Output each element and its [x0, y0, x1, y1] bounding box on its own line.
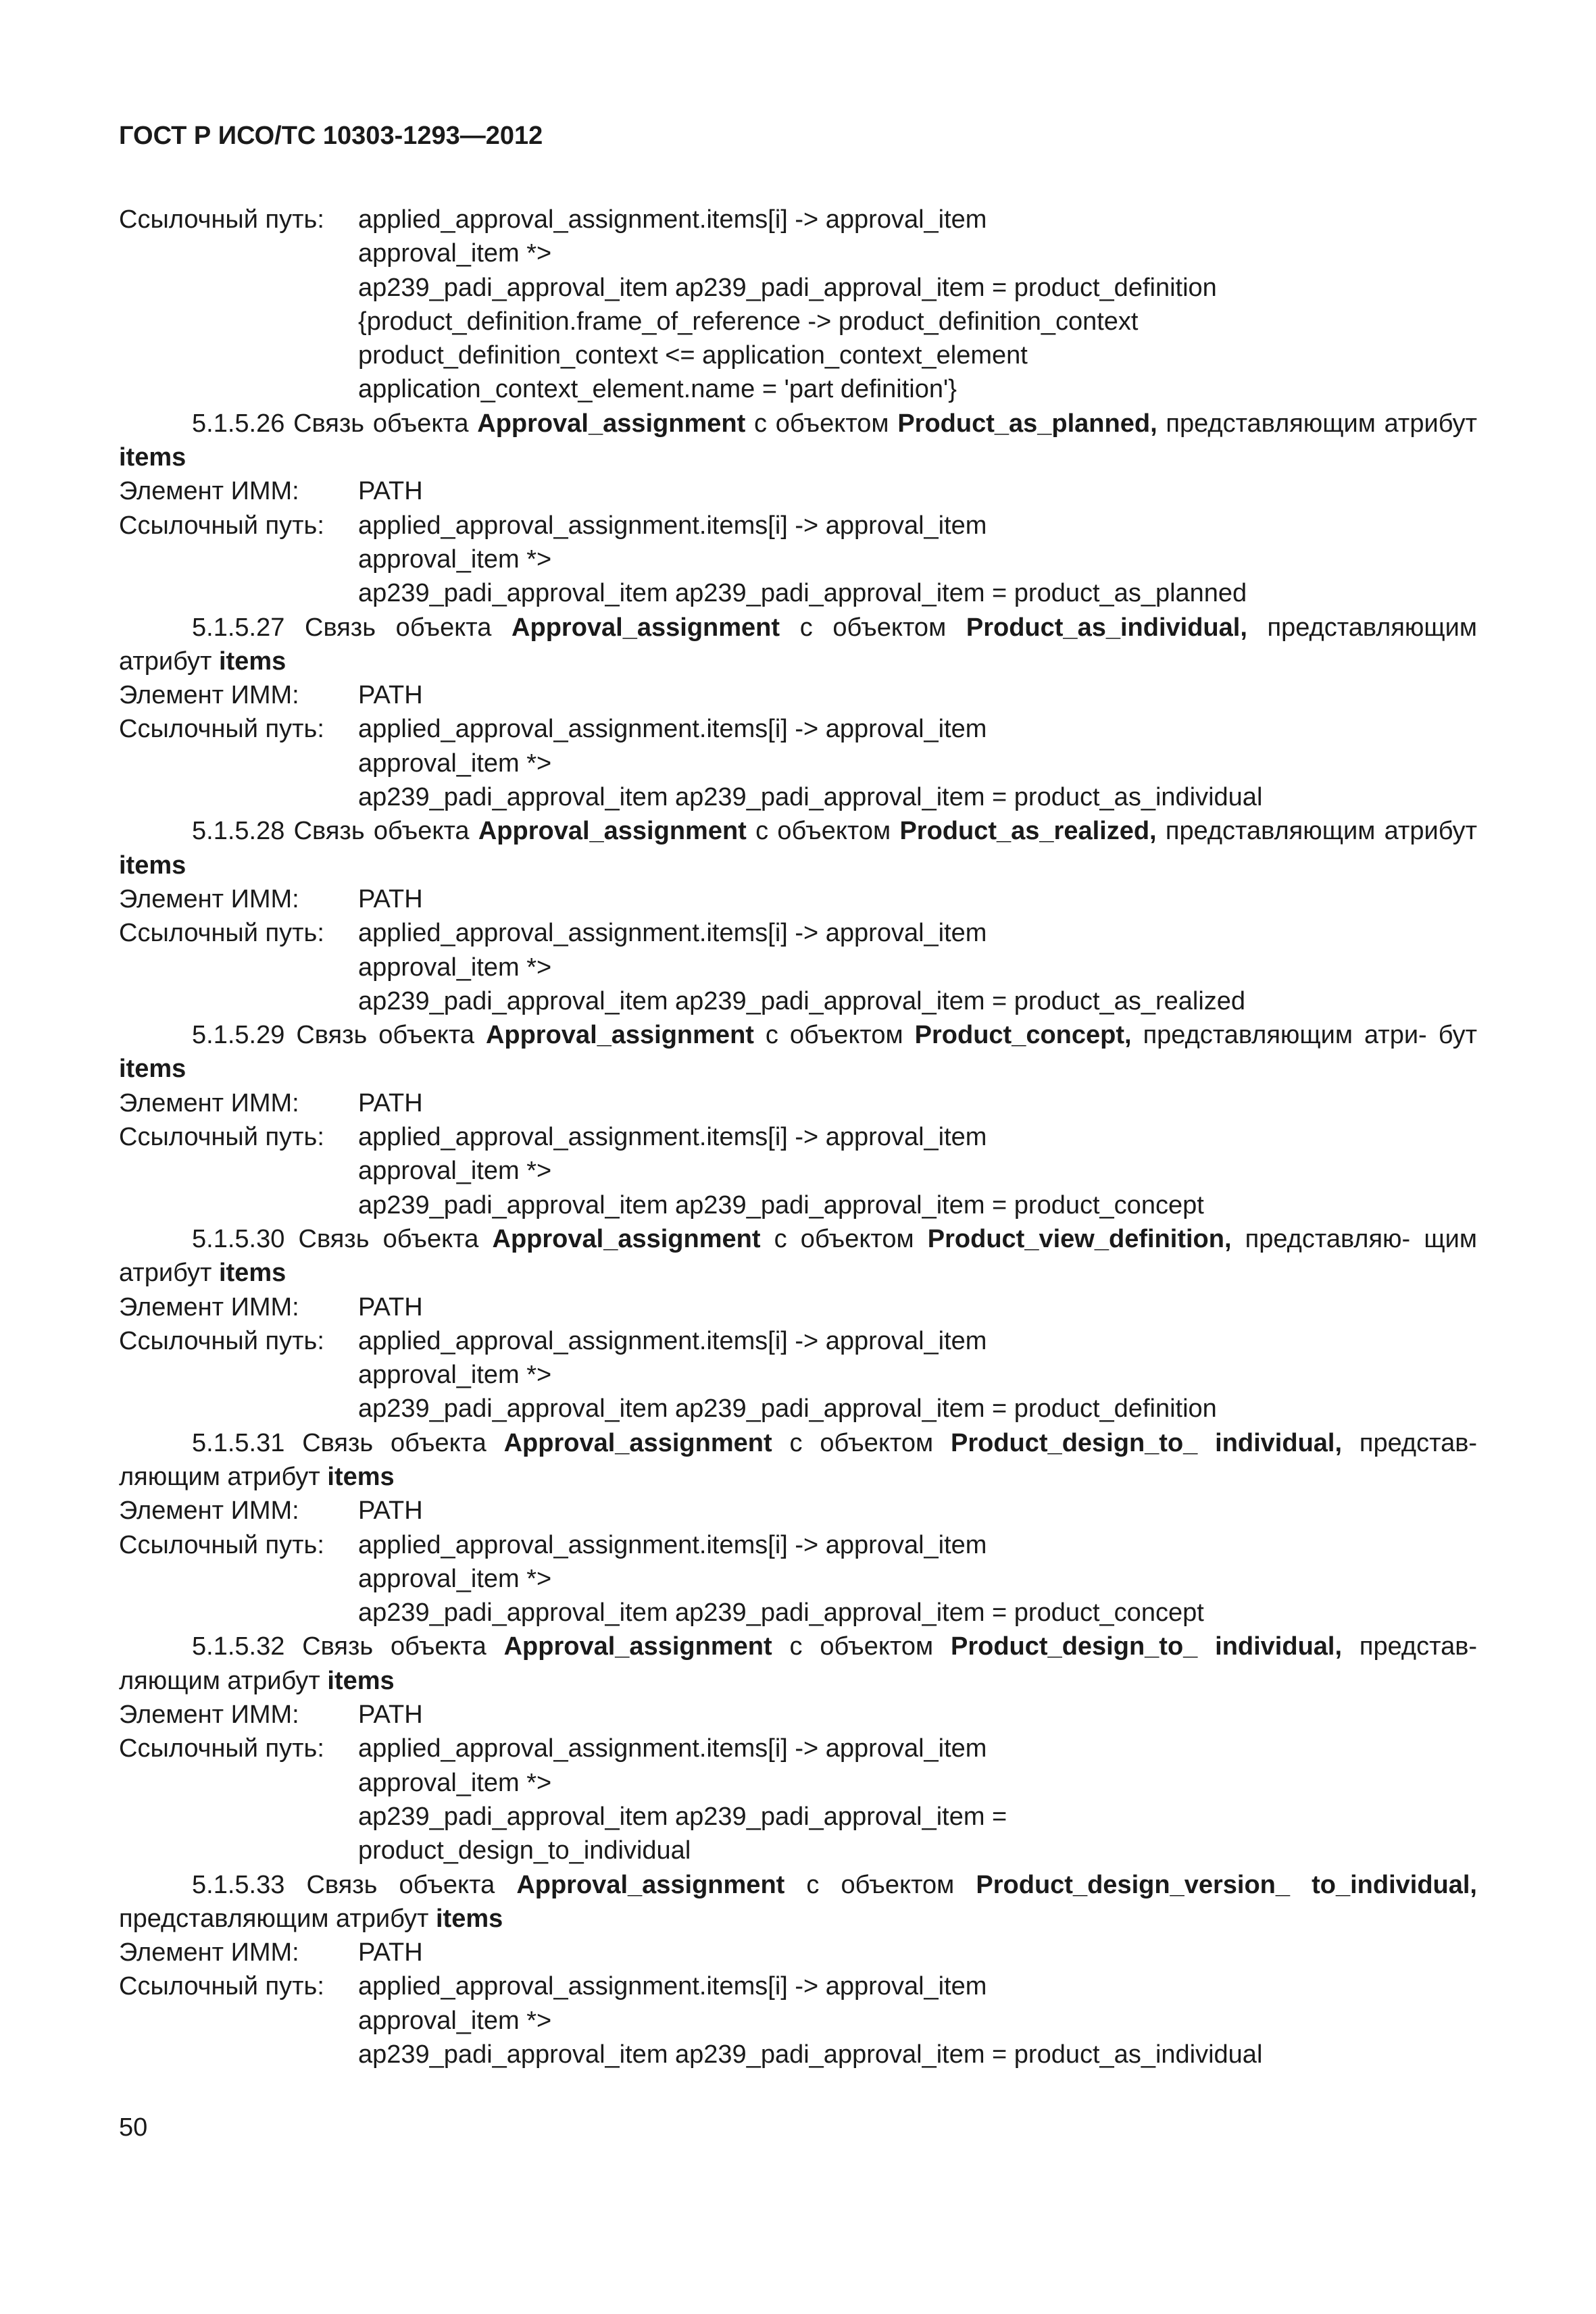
path-line: ap239_padi_approval_item ap239_padi_approval_item = product_definition: [358, 1394, 1217, 1424]
section-heading: [119, 1426, 1477, 1494]
section-target: Product_design_to_ individual,: [951, 1632, 1343, 1661]
path-line: approval_item *>: [358, 1768, 552, 1797]
path-label: Ссылочный путь:: [119, 715, 324, 744]
path-line: {product_definition.frame_of_reference -> product_definition_context: [358, 307, 1139, 336]
section-tail: атрибут: [1384, 817, 1478, 846]
path-label: Ссылочный путь:: [119, 1734, 324, 1763]
path-line: ap239_padi_approval_item ap239_padi_approval_item = product_as_realized: [358, 986, 1246, 1015]
element-row: [119, 1936, 1477, 1969]
path-line: approval_item *>: [358, 749, 552, 778]
element-value: PATH: [358, 1496, 423, 1526]
section-lead: Связь объекта: [302, 1632, 487, 1661]
section-tail: бут: [1438, 1021, 1478, 1050]
section-number: 5.1.5.27: [192, 613, 285, 642]
section-tail: представляющим атри-: [1143, 1021, 1427, 1050]
path-line: applied_approval_assignment.items[i] -> approval_item: [358, 1326, 987, 1355]
element-value: PATH: [358, 1701, 423, 1730]
section-tail: представ-: [1359, 1632, 1478, 1661]
section-mid: с объектом: [799, 613, 947, 642]
path-row: [119, 1120, 1477, 1154]
section-lead: Связь объекта: [305, 613, 492, 642]
document-page: [119, 0, 1477, 2314]
path-row: [119, 712, 1477, 746]
section-lead: Связь объекта: [293, 409, 469, 438]
section-tail: представляющим: [1267, 613, 1478, 642]
section-attr: items: [218, 1259, 286, 1288]
section-lead: Связь объекта: [306, 1870, 495, 1899]
section-tail: представляющим: [1166, 409, 1376, 438]
element-label: Элемент ИММ:: [119, 1496, 299, 1526]
path-line: applied_approval_assignment.items[i] -> approval_item: [358, 511, 987, 540]
section-entity: Approval_assignment: [503, 1632, 772, 1661]
path-row: [119, 916, 1477, 950]
element-row: [119, 1698, 1477, 1732]
path-line: ap239_padi_approval_item ap239_padi_approval_item = product_as_planned: [358, 579, 1247, 608]
section-attr: items: [218, 647, 286, 676]
path-label: Ссылочный путь:: [119, 511, 324, 540]
section-entity: Approval_assignment: [477, 409, 746, 438]
path-row: [119, 1528, 1477, 1562]
path-line: approval_item *>: [358, 545, 552, 574]
path-line: ap239_padi_approval_item ap239_padi_approval_item =: [358, 1802, 1007, 1831]
section-entity: Approval_assignment: [512, 613, 780, 642]
element-label: Элемент ИММ:: [119, 1292, 299, 1322]
section-number: 5.1.5.29: [192, 1021, 285, 1050]
path-line: product_definition_context <= application_context_element: [358, 341, 1028, 370]
section-tail: представ-: [1359, 1428, 1478, 1457]
section-heading: [119, 407, 1477, 475]
path-line: ap239_padi_approval_item ap239_padi_approval_item = product_concept: [358, 1599, 1204, 1628]
path-line: ap239_padi_approval_item ap239_padi_approval_item = product_as_individual: [358, 783, 1263, 812]
section-tail: атрибут: [1384, 409, 1478, 438]
path-line: applied_approval_assignment.items[i] -> approval_item: [358, 715, 987, 744]
element-row: [119, 882, 1477, 916]
section-mid: с объектом: [789, 1632, 934, 1661]
path-line: product_design_to_individual: [358, 1836, 691, 1865]
path-label: Ссылочный путь:: [119, 919, 324, 948]
element-value: PATH: [358, 477, 423, 506]
section-attr: items: [119, 443, 186, 472]
element-label: Элемент ИММ:: [119, 1701, 299, 1730]
section-entity: Approval_assignment: [478, 817, 747, 846]
section-target: Product_view_definition,: [927, 1224, 1232, 1253]
section-mid: с объектом: [774, 1224, 914, 1253]
path-line: approval_item *>: [358, 1564, 552, 1593]
path-label: Ссылочный путь:: [119, 1123, 324, 1152]
document-body: [119, 203, 1477, 2071]
element-label: Элемент ИММ:: [119, 884, 299, 913]
section-mid: с объектом: [765, 1021, 903, 1050]
section-number: 5.1.5.30: [192, 1224, 285, 1253]
path-label: Ссылочный путь:: [119, 1326, 324, 1355]
section-lead: Связь объекта: [302, 1428, 487, 1457]
path-line: ap239_padi_approval_item ap239_padi_approval_item = product_definition: [358, 273, 1217, 302]
section-target: Product_as_planned,: [897, 409, 1157, 438]
section-heading: [119, 1630, 1477, 1698]
element-row: [119, 1086, 1477, 1120]
section-attr: items: [119, 851, 186, 880]
path-line: approval_item *>: [358, 1361, 552, 1390]
section-heading: [119, 1222, 1477, 1290]
path-label: Ссылочный путь:: [119, 1530, 324, 1559]
path-line: applied_approval_assignment.items[i] -> approval_item: [358, 1530, 987, 1559]
element-row: [119, 1290, 1477, 1324]
path-line: approval_item *>: [358, 953, 552, 982]
element-value: PATH: [358, 681, 423, 710]
section-tail: представляю-: [1245, 1224, 1411, 1253]
section-target: Product_as_individual,: [966, 613, 1247, 642]
page-number: 50: [119, 2113, 148, 2142]
path-row: [119, 1324, 1477, 1358]
document-header: ГОСТ Р ИСО/ТС 10303-1293—2012: [119, 122, 543, 150]
section-entity: Approval_assignment: [516, 1870, 785, 1899]
section-tail: представляющим атрибут: [119, 1904, 429, 1933]
section-target: Product_design_to_ individual,: [951, 1428, 1343, 1457]
element-label: Элемент ИММ:: [119, 477, 299, 506]
section-lead: Связь объекта: [298, 1224, 479, 1253]
section-attr: items: [327, 1462, 395, 1491]
element-row: [119, 1494, 1477, 1528]
element-value: PATH: [358, 1292, 423, 1322]
section-tail: ляющим атрибут: [119, 1462, 320, 1491]
section-target: Product_design_version_ to_individual,: [976, 1870, 1477, 1899]
path-row: [119, 1969, 1477, 2003]
section-tail: ляющим атрибут: [119, 1666, 320, 1695]
section-heading: [119, 1868, 1477, 1936]
element-value: PATH: [358, 1938, 423, 1967]
path-row: [119, 1732, 1477, 1765]
path-line: applied_approval_assignment.items[i] -> approval_item: [358, 1123, 987, 1152]
element-value: PATH: [358, 884, 423, 913]
element-label: Элемент ИММ:: [119, 1088, 299, 1117]
path-label: Ссылочный путь:: [119, 1972, 324, 2001]
path-line: approval_item *>: [358, 2006, 552, 2035]
section-entity: Approval_assignment: [485, 1021, 754, 1050]
path-line: approval_item *>: [358, 1157, 552, 1186]
section-number: 5.1.5.26: [192, 409, 285, 438]
path-line: applied_approval_assignment.items[i] -> approval_item: [358, 1734, 987, 1763]
section-entity: Approval_assignment: [503, 1428, 772, 1457]
section-mid: с объектом: [755, 817, 891, 846]
section-mid: с объектом: [806, 1870, 955, 1899]
path-row: [119, 509, 1477, 543]
section-attr: items: [119, 1055, 186, 1084]
element-value: PATH: [358, 1088, 423, 1117]
element-row: [119, 678, 1477, 712]
path-line: ap239_padi_approval_item ap239_padi_approval_item = product_as_individual: [358, 2040, 1263, 2069]
path-line: applied_approval_assignment.items[i] -> approval_item: [358, 205, 987, 234]
section-attr: items: [327, 1666, 395, 1695]
path-line: ap239_padi_approval_item ap239_padi_approval_item = product_concept: [358, 1190, 1204, 1219]
path-label: Ссылочный путь:: [119, 205, 324, 234]
path-line: applied_approval_assignment.items[i] -> approval_item: [358, 919, 987, 948]
section-mid: с объектом: [754, 409, 889, 438]
section-attr: items: [436, 1904, 503, 1933]
section-number: 5.1.5.31: [192, 1428, 285, 1457]
section-target: Product_concept,: [914, 1021, 1132, 1050]
section-tail: представляющим: [1165, 817, 1376, 846]
section-heading: [119, 1018, 1477, 1086]
path-row: [119, 203, 1477, 236]
section-lead: Связь объекта: [293, 817, 470, 846]
section-entity: Approval_assignment: [492, 1224, 761, 1253]
element-row: [119, 474, 1477, 508]
section-tail: щим атрибут: [119, 1224, 1477, 1288]
section-number: 5.1.5.28: [192, 817, 285, 846]
path-line: applied_approval_assignment.items[i] -> approval_item: [358, 1972, 987, 2001]
path-line: application_context_element.name = 'part definition'}: [358, 375, 957, 404]
section-mid: с объектом: [789, 1428, 934, 1457]
element-label: Элемент ИММ:: [119, 1938, 299, 1967]
section-target: Product_as_realized,: [899, 817, 1157, 846]
section-number: 5.1.5.33: [192, 1870, 285, 1899]
path-line: approval_item *>: [358, 239, 552, 268]
section-heading: [119, 611, 1477, 679]
section-heading: [119, 814, 1477, 882]
section-number: 5.1.5.32: [192, 1632, 285, 1661]
element-label: Элемент ИММ:: [119, 681, 299, 710]
section-tail: атрибут: [119, 647, 212, 676]
section-lead: Связь объекта: [296, 1021, 474, 1050]
